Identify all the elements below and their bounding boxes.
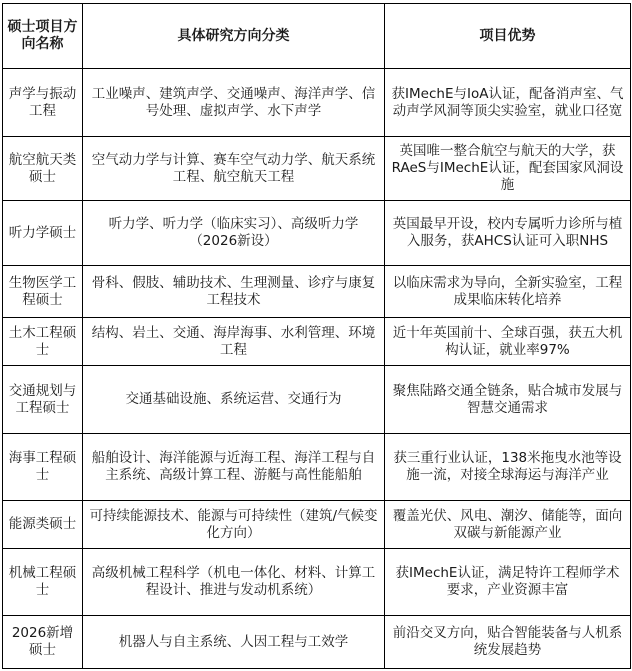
- table-row: [3, 501, 631, 549]
- program-advantages: 英国唯一整合航空与航天的大学，获RAeS与IMechE认证，配套国家风洞设施: [385, 137, 631, 201]
- table-row: [3, 549, 631, 616]
- program-advantages: 覆盖光伏、风电、潮汐、储能等，面向双碳与新能源产业: [385, 501, 631, 549]
- program-advantages: 获IMechE与IoA认证，配备消声室、气动声学风洞等顶尖实验室，就业口径宽: [385, 69, 631, 137]
- program-advantages: 近十年英国前十、全球百强，获五大机构认证，就业率97%: [385, 318, 631, 366]
- program-advantages: 获IMechE认证，满足特许工程师学术要求，产业资源丰富: [385, 549, 631, 616]
- header-program-name: 硕士项目方向名称: [3, 4, 83, 69]
- research-directions: 机器人与自主系统、人因工程与工效学: [83, 616, 385, 669]
- table-row: [3, 69, 631, 137]
- program-advantages: 前沿交叉方向，贴合智能装备与人机系统发展趋势: [385, 616, 631, 669]
- header-advantages: 项目优势: [385, 4, 631, 69]
- table-row: [3, 434, 631, 501]
- program-advantages: 英国最早开设，校内专属听力诊所与植入服务，获AHCS认证可入职NHS: [385, 201, 631, 266]
- table-row: [3, 137, 631, 201]
- research-directions: 可持续能源技术、能源与可持续性（建筑/气候变化方向）: [83, 501, 385, 549]
- research-directions: 高级机械工程科学（机电一体化、材料、计算工程设计、推进与发动机系统）: [83, 549, 385, 616]
- program-name: 生物医学工程硕士: [3, 266, 83, 318]
- research-directions: 交通基础设施、系统运营、交通行为: [83, 366, 385, 434]
- table-row: [3, 266, 631, 318]
- header-row: [3, 4, 631, 69]
- program-name: 机械工程硕士: [3, 549, 83, 616]
- table-row: [3, 201, 631, 266]
- table-row: [3, 318, 631, 366]
- program-name: 土木工程硕士: [3, 318, 83, 366]
- research-directions: 骨科、假肢、辅助技术、生理测量、诊疗与康复工程技术: [83, 266, 385, 318]
- program-name: 航空航天类硕士: [3, 137, 83, 201]
- table-row: [3, 366, 631, 434]
- program-advantages: 获三重行业认证，138米拖曳水池等设施一流，对接全球海运与海洋产业: [385, 434, 631, 501]
- program-name: 声学与振动工程: [3, 69, 83, 137]
- program-name: 听力学硕士: [3, 201, 83, 266]
- program-name: 能源类硕士: [3, 501, 83, 549]
- table-row: [3, 616, 631, 669]
- research-directions: 听力学、听力学（临床实习）、高级听力学（2026新设）: [83, 201, 385, 266]
- program-name: 2026新增硕士: [3, 616, 83, 669]
- research-directions: 工业噪声、建筑声学、交通噪声、海洋声学、信号处理、虚拟声学、水下声学: [83, 69, 385, 137]
- program-advantages: 聚焦陆路交通全链条，贴合城市发展与智慧交通需求: [385, 366, 631, 434]
- program-name: 海事工程硕士: [3, 434, 83, 501]
- header-research-directions: 具体研究方向分类: [83, 4, 385, 69]
- research-directions: 空气动力学与计算、赛车空气动力学、航天系统工程、航空航天工程: [83, 137, 385, 201]
- program-name: 交通规划与工程硕士: [3, 366, 83, 434]
- research-directions: 船舶设计、海洋能源与近海工程、海洋工程与自主系统、高级计算工程、游艇与高性能船舶: [83, 434, 385, 501]
- programs-table: [2, 3, 631, 669]
- program-advantages: 以临床需求为导向，全新实验室，工程成果临床转化培养: [385, 266, 631, 318]
- research-directions: 结构、岩土、交通、海岸海事、水利管理、环境工程: [83, 318, 385, 366]
